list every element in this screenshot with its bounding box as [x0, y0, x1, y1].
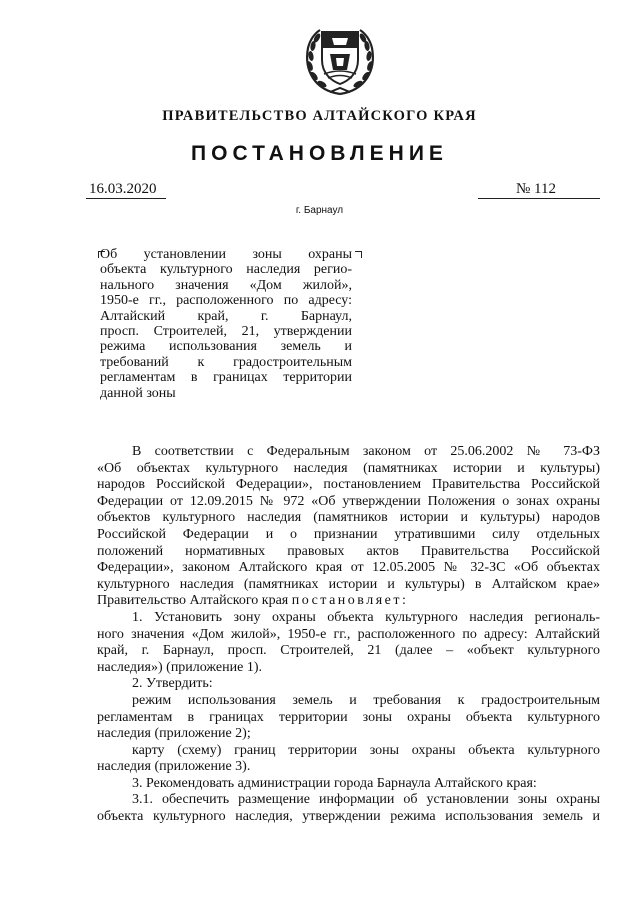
organization-name: ПРАВИТЕЛЬСТВО АЛТАЙСКОГО КРАЯ [162, 108, 477, 124]
subject-line: просп. Строителей, 21, утверждении [100, 324, 352, 340]
body-line: карту (схему) границ территории зоны охраны объекта культурного [132, 742, 600, 758]
body-line: ного значения «Дом жилой», 1950-е гг., расположенного по адресу: Алтайский [97, 626, 600, 642]
document-body [97, 444, 600, 826]
body-line: объекта культурного наследия, утверждении режима использования земель и [97, 809, 600, 825]
body-line: край, г. Барнаул, просп. Строителей, 21 (далее – «объект культурного [97, 643, 600, 659]
body-line: наследия (приложение 3). [97, 759, 251, 775]
body-line: наследия») (приложение 1). [97, 659, 262, 675]
coat-of-arms-emblem [300, 18, 380, 98]
subject-line: данной зоны [100, 385, 176, 401]
city: г. Барнаул [295, 205, 344, 216]
body-line [97, 593, 600, 610]
number-underline [478, 198, 600, 199]
subject-line: регламентам в границах территории [100, 370, 352, 386]
body-line: Федерации от 12.09.2015 № 972 «Об утверждении Положения о зонах охраны [97, 493, 600, 509]
body-line: 3.1. обеспечить размещение информации об установлении зоны охраны [132, 792, 600, 808]
body-line: 1. Установить зону охраны объекта культурного наследия региональ- [132, 609, 600, 625]
subject-line: нального значения «Дом жилой», [100, 277, 352, 293]
body-line: «Об объектах культурного наследия (памятниках истории и культуры) [97, 460, 600, 476]
body-line: положений нормативных правовых актов Правительства Российской [97, 543, 600, 559]
document-number: № 112 [516, 181, 557, 197]
subject-line: Об установлении зоны охраны [100, 247, 352, 262]
body-line: 3. Рекомендовать администрации города Барнаула Алтайского края: [132, 775, 537, 791]
body-line: наследия (приложение 2); [97, 726, 251, 742]
body-line: 2. Утвердить: [132, 676, 213, 692]
document-type: ПОСТАНОВЛЕНИЕ [191, 142, 448, 165]
decree-word: постановляет: [291, 593, 409, 609]
subject-line: Алтайский край, г. Барнаул, [100, 308, 352, 324]
subject-line: требований к градостроительным [100, 354, 352, 370]
document-date: 16.03.2020 [89, 181, 157, 197]
body-line: Российской Федерации и о признании утратившими силу отдельных [97, 526, 600, 542]
date-underline [86, 198, 166, 199]
body-line: объектов культурного наследия (памятников истории и культуры) народов [97, 510, 600, 526]
body-line: культурного наследия (памятниках истории и культуры) в Алтайском крае» [97, 576, 600, 592]
subject-line: объекта культурного наследия регио- [100, 262, 352, 278]
subject-bracket-right [355, 251, 362, 258]
subject-line: режима использования земель и [100, 339, 352, 355]
body-line: народов Российской Федерации», постановлением Правительства Российской [97, 477, 600, 493]
subject-line: 1950-е гг., расположенного по адресу: [100, 293, 352, 309]
body-line: режим использования земель и требования к градостроительным [132, 692, 600, 708]
subject-block [100, 247, 352, 401]
body-line: регламентам в границах территории зоны охраны объекта культурного [97, 709, 600, 725]
body-line: Федерации», законом Алтайского края от 12.05.2005 № 32-ЗС «Об объектах [97, 560, 600, 576]
body-line: В соответствии с Федеральным законом от 25.06.2002 № 73-ФЗ [132, 444, 600, 459]
decree-preamble: Правительство Алтайского края [97, 593, 289, 609]
